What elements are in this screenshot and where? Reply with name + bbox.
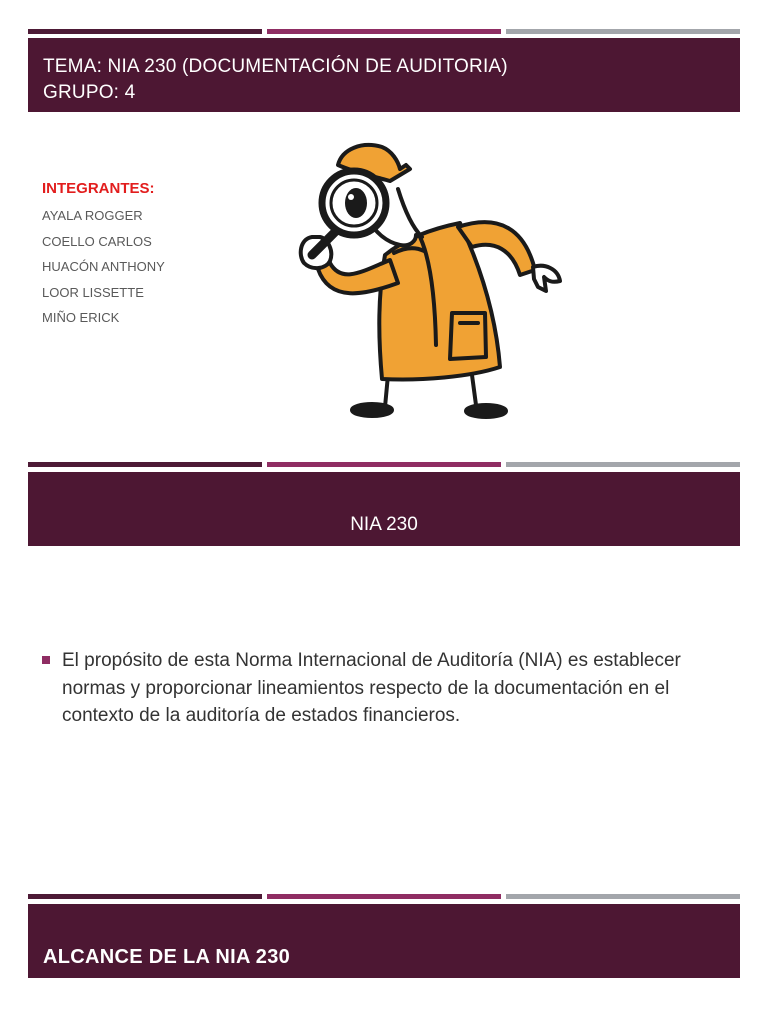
members-list	[42, 180, 165, 331]
accent-bar-gray	[506, 29, 740, 34]
slide3-title-band	[28, 904, 740, 978]
slide2-accent-bars	[28, 462, 740, 467]
slide2-title: NIA 230	[350, 514, 418, 535]
member-item: LOOR LISSETTE	[42, 284, 144, 300]
accent-bar-magenta	[267, 462, 501, 467]
slide2-title-band	[28, 472, 740, 546]
slide1-title: TEMA: NIA 230 (DOCUMENTACIÓN DE AUDITORIA)	[43, 56, 508, 77]
accent-bar-dark	[28, 894, 262, 899]
member-item: AYALA ROGGER	[42, 208, 143, 223]
accent-bar-dark	[28, 29, 262, 34]
member-item: COELLO CARLOS	[42, 233, 152, 249]
detective-illustration	[290, 135, 570, 420]
slide1-title-band	[28, 38, 740, 112]
accent-bar-magenta	[267, 894, 501, 899]
slide1-accent-bars	[28, 29, 740, 34]
bullet-text: El propósito de esta Norma Internacional de Auditoría (NIA) es establecer normas y proporcionar lineamientos respecto de la documentación en el contexto de la auditoría de estados financieros.	[62, 650, 681, 726]
bullet-marker	[42, 656, 50, 664]
slide3-title: ALCANCE DE LA NIA 230	[43, 946, 291, 968]
accent-bar-gray	[506, 462, 740, 467]
accent-bar-magenta	[267, 29, 501, 34]
members-heading: INTEGRANTES:	[42, 180, 155, 197]
slide1-group: GRUPO: 4	[43, 82, 136, 103]
member-item: MIÑO ERICK	[42, 310, 120, 325]
accent-bar-gray	[506, 894, 740, 899]
bullet-list	[42, 647, 722, 730]
member-item: HUACÓN ANTHONY	[42, 259, 165, 274]
accent-bar-dark	[28, 462, 262, 467]
slide3-accent-bars	[28, 894, 740, 899]
